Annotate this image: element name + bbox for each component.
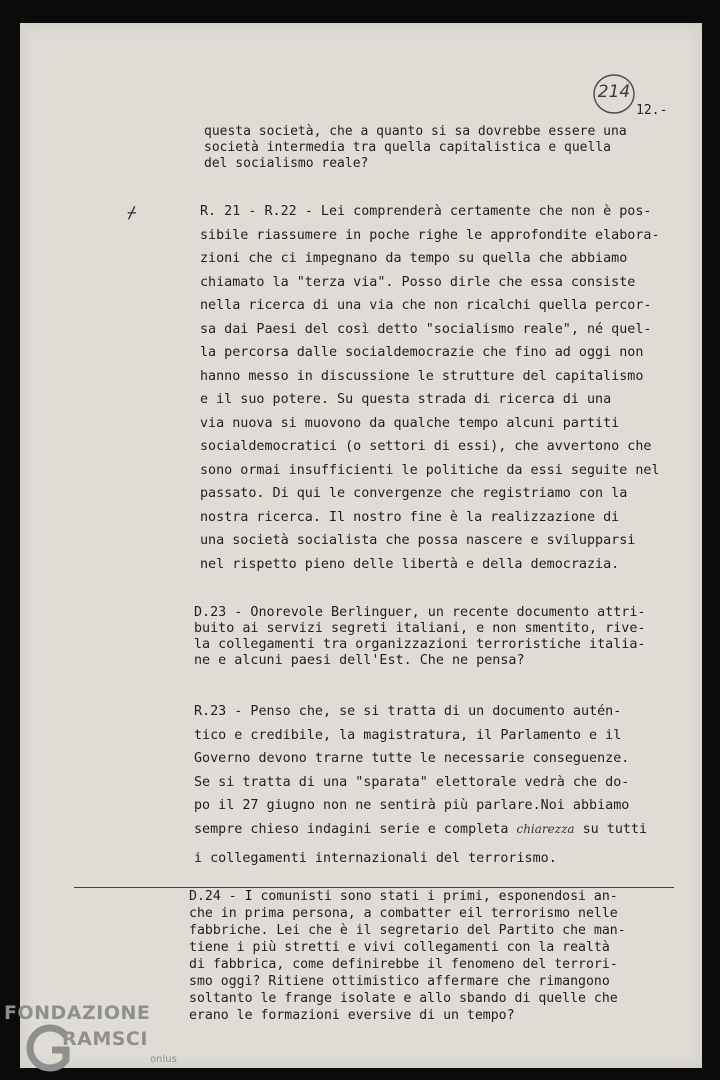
- text-line: po il 27 giugno non ne sentirà più parlare.Noi abbiamo: [194, 798, 630, 813]
- text-line: nostra ricerca. Il nostro fine è la realizzazione di: [200, 509, 620, 525]
- text-line: tiene i più stretti e vivi collegamenti con la realtà: [189, 940, 610, 955]
- text-line: società intermedia tra quella capitalistica e quella: [204, 140, 611, 155]
- text-line: buito ai servizi segreti italiani, e non smentito, rive-: [194, 621, 646, 636]
- text-line: D.23 - Onorevole Berlinguer, un recente documento attri-: [194, 605, 646, 620]
- text-line: smo oggi? Ritiene ottimistico affermare che rimangono: [189, 974, 610, 989]
- text-line: sibile riassumere in poche righe le approfondite elabora-: [200, 227, 660, 243]
- text-line: sa dai Paesi del così detto "socialismo reale", né quel-: [200, 321, 652, 337]
- text-fragment: su tutti: [582, 821, 648, 837]
- text-line: erano le formazioni eversive di un tempo?: [189, 1008, 515, 1023]
- text-line: i collegamenti internazionali del terrorismo.: [194, 851, 557, 866]
- paragraph-question-d23: [194, 605, 645, 669]
- text-line: tico e credibile, la magistratura, il Parlamento e il: [194, 727, 622, 743]
- text-line: che in prima persona, a combatter eil terrorismo nelle: [189, 906, 618, 921]
- text-line: di fabbrica, come definirebbe il fenomeno del terrori-: [189, 957, 618, 972]
- text-line: chiamato la "terza via". Posso dirle che essa consiste: [200, 274, 636, 290]
- text-line: sono ormai insufficienti le politiche da essi seguite nel: [200, 462, 660, 478]
- archive-number: 214: [597, 82, 631, 102]
- text-line: e il suo potere. Su questa strada di ricerca di una: [200, 392, 612, 407]
- archive-stamp: [592, 72, 636, 116]
- text-line: via nuova si muovono da qualche tempo alcuni partiti: [200, 415, 620, 431]
- text-line: nella ricerca di una via che non ricalchi quella percor-: [200, 298, 652, 313]
- text-line: nel rispetto pieno delle libertà e della democrazia.: [200, 556, 620, 572]
- text-line: hanno messo in discussione le strutture del capitalismo: [200, 368, 644, 384]
- paragraph-answer-r23: [194, 700, 647, 871]
- text-line: questa società, che a quanto si sa dovrebbe essere una: [204, 124, 627, 139]
- paragraph-question-continuation: [204, 124, 627, 172]
- text-line: R.23 - Penso che, se si tratta di un documento autén-: [194, 704, 622, 719]
- text-line: ne e alcuni paesi dell'Est. Che ne pensa?: [194, 653, 525, 668]
- text-line: soltanto le frange isolate e allo sbando di quelle che: [189, 991, 618, 1006]
- text-line-with-handwriting: [194, 818, 647, 842]
- text-line: fabbriche. Lei che è il segretario del Partito che man-: [189, 923, 626, 938]
- page-number: 12.-: [636, 103, 668, 118]
- text-line: R. 21 - R.22 - Lei comprenderà certamente che non è pos-: [200, 204, 652, 219]
- watermark-line-3: onlus: [150, 1054, 177, 1065]
- handwritten-insertion: chiarezza: [516, 821, 575, 836]
- text-line: zioni che ci impegnano da tempo su quella che abbiamo: [200, 251, 628, 266]
- paragraph-question-d24: [189, 888, 626, 1024]
- text-line: D.24 - I comunisti sono stati i primi, esponendosi an-: [189, 889, 618, 904]
- text-line: Se si tratta di una "sparata" elettorale vedrà che do-: [194, 774, 630, 790]
- text-line: del socialismo reale?: [204, 156, 369, 171]
- watermark-logo: [4, 998, 204, 1078]
- text-line: socialdemocratici (o settori di essi), che avvertono che: [200, 439, 652, 454]
- margin-mark-icon: ⌿: [127, 203, 137, 222]
- text-line: la percorsa dalle socialdemocrazie che fino ad oggi non: [200, 345, 644, 360]
- paragraph-answer-r21-r22: [200, 200, 660, 576]
- text-line: passato. Di qui le convergenze che registriamo con la: [200, 486, 628, 501]
- text-line: la collegamenti tra organizzazioni terroristiche italia-: [194, 637, 646, 652]
- text-fragment: sempre chieso indagini serie e completa: [194, 821, 509, 837]
- watermark-line-2: RAMSCI: [62, 1028, 148, 1050]
- text-line: una società socialista che possa nascere e svilupparsi: [200, 533, 636, 548]
- text-line: Governo devono trarne tutte le necessarie conseguenze.: [194, 751, 630, 766]
- watermark-line-1: FONDAZIONE: [4, 1002, 151, 1024]
